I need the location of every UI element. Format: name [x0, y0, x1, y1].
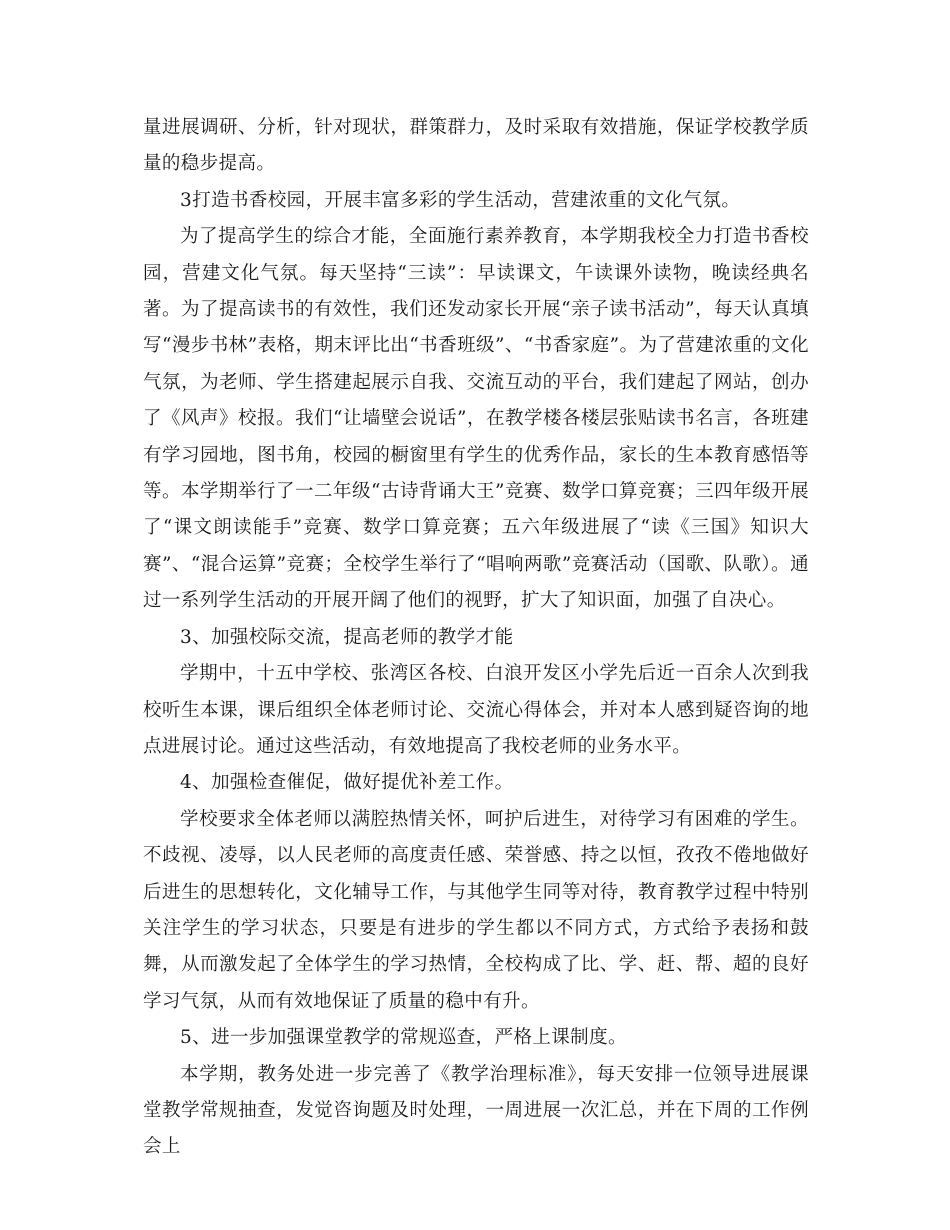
- heading-5-classroom-inspection: 5、进一步加强课堂教学的常规巡查，严格上课制度。: [180, 1027, 627, 1049]
- paragraph-inter-school-exchange: 学期中，十五中学校、张湾区各校、白浪开发区小学先后近一百余人次到我校听生本课，课后组织全体老师讨论、交流心得体会，并对本人感到疑咨询的地点进展讨论。通过这些活动，有效地提高了我校老师的业务水平。: [143, 663, 809, 757]
- paragraph-classroom-inspection: 本学期，教务处进一步完善了《教学治理标准》，每天安排一位领导进展课堂教学常规抽查，发觉咨询题及时处理，一周进展一次汇总，并在下周的工作例会上: [143, 1063, 809, 1158]
- document-body: [143, 110, 809, 1166]
- heading-4-inspection: 4、加强检查催促，做好提优补差工作。: [180, 772, 514, 794]
- heading-3-reading-campus: 3打造书香校园，开展丰富多彩的学生活动，营建浓重的文化气氛。: [180, 189, 741, 211]
- heading-3-inter-school-exchange: 3、加强校际交流，提高老师的教学才能: [180, 626, 514, 648]
- paragraph-continuation: 量进展调研、分析，针对现状，群策群力，及时采取有效措施，保证学校教学质量的稳步提高。: [143, 117, 809, 175]
- paragraph-inspection: 学校要求全体老师以满腔热情关怀，呵护后进生，对待学习有困难的学生。不歧视、凌辱，以人民老师的高度责任感、荣誉感、持之以恒，孜孜不倦地做好后进生的思想转化，文化辅导工作，与其他学生同等对待，教育教学过程中特别关注学生的学习状态，只要是有进步的学生都以不同方式，方式给予表扬和鼓舞，从而激发起了全体学生的学习热情，全校构成了比、学、赶、帮、超的良好学习气氛，从而有效地保证了质量的稳中有升。: [143, 808, 809, 1012]
- paragraph-reading-activities: 为了提高学生的综合才能，全面施行素养教育，本学期我校全力打造书香校园，营建文化气氛。每天坚持“三读”：早读课文，午读课外读物，晚读经典名著。为了提高读书的有效性，我们还发动家长开展“亲子读书活动”，每天认真填写“漫步书林”表格，期末评比出“书香班级”、“书香家庭”。为了营建浓重的文化气氛，为老师、学生搭建起展示自我、交流互动的平台，我们建起了网站，创办了《风声》校报。我们“让墙壁会说话”，在教学楼各楼层张贴读书名言，各班建有学习园地，图书角，校园的橱窗里有学生的优秀作品，家长的生本教育感悟等等。本学期举行了一二年级“古诗背诵大王”竞赛、数学口算竞赛；三四年级开展了“课文朗读能手”竞赛、数学口算竞赛；五六年级进展了“读《三国》知识大赛”、“混合运算”竞赛；全校学生举行了“唱响两歌”竞赛活动（国歌、队歌）。通过一系列学生活动的开展开阔了他们的视野，扩大了知识面，加强了自决心。: [143, 226, 809, 612]
